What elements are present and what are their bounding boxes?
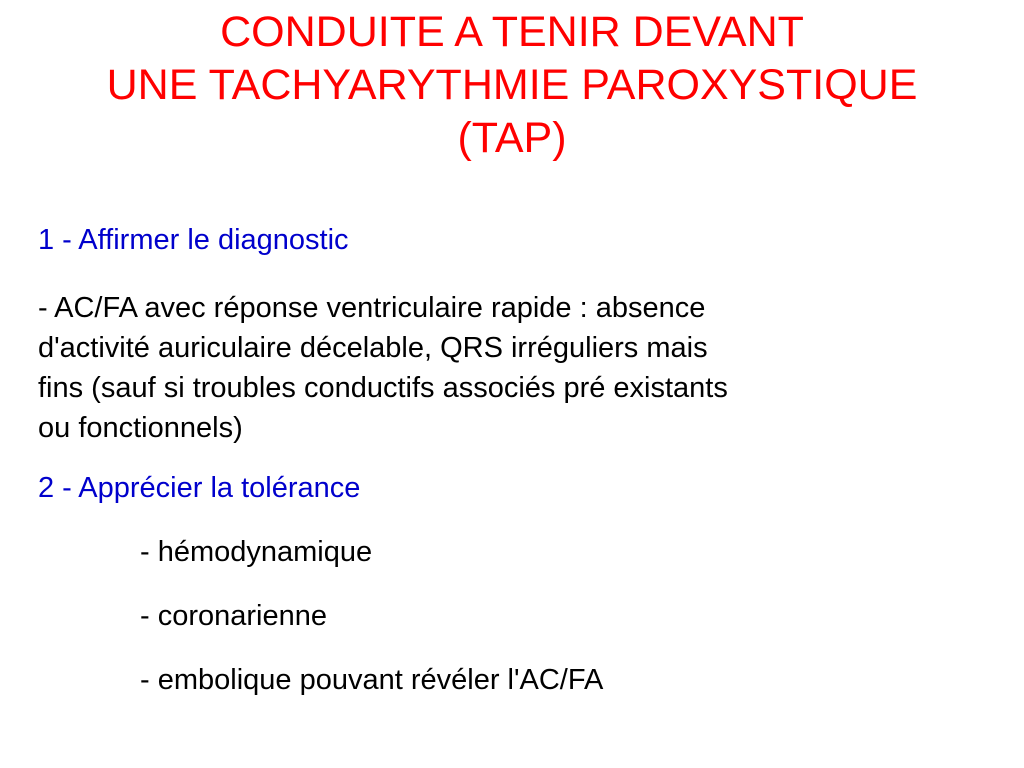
section2-item-embolique: - embolique pouvant révéler l'AC/FA [140,664,604,696]
slide-title [0,6,1024,165]
bullet-line-1: - AC/FA avec réponse ventriculaire rapide : absence [38,292,706,324]
title-line-1: CONDUITE A TENIR DEVANT [220,8,804,56]
section2-heading: 2 - Apprécier la tolérance [38,472,361,504]
bullet-line-2: d'activité auriculaire décelable, QRS irréguliers mais [38,332,708,364]
section2-item-coronarienne: - coronarienne [140,600,327,632]
bullet-line-3: fins (sauf si troubles conductifs associés pré existants [38,372,728,404]
section1-bullet [38,288,1016,448]
section1-heading: 1 - Affirmer le diagnostic [38,224,349,256]
section2-item-hemodynamique: - hémodynamique [140,536,373,568]
bullet-line-4: ou fonctionnels) [38,412,243,444]
title-line-2: UNE TACHYARYTHMIE PAROXYSTIQUE [106,61,918,109]
title-line-3: (TAP) [457,114,567,162]
